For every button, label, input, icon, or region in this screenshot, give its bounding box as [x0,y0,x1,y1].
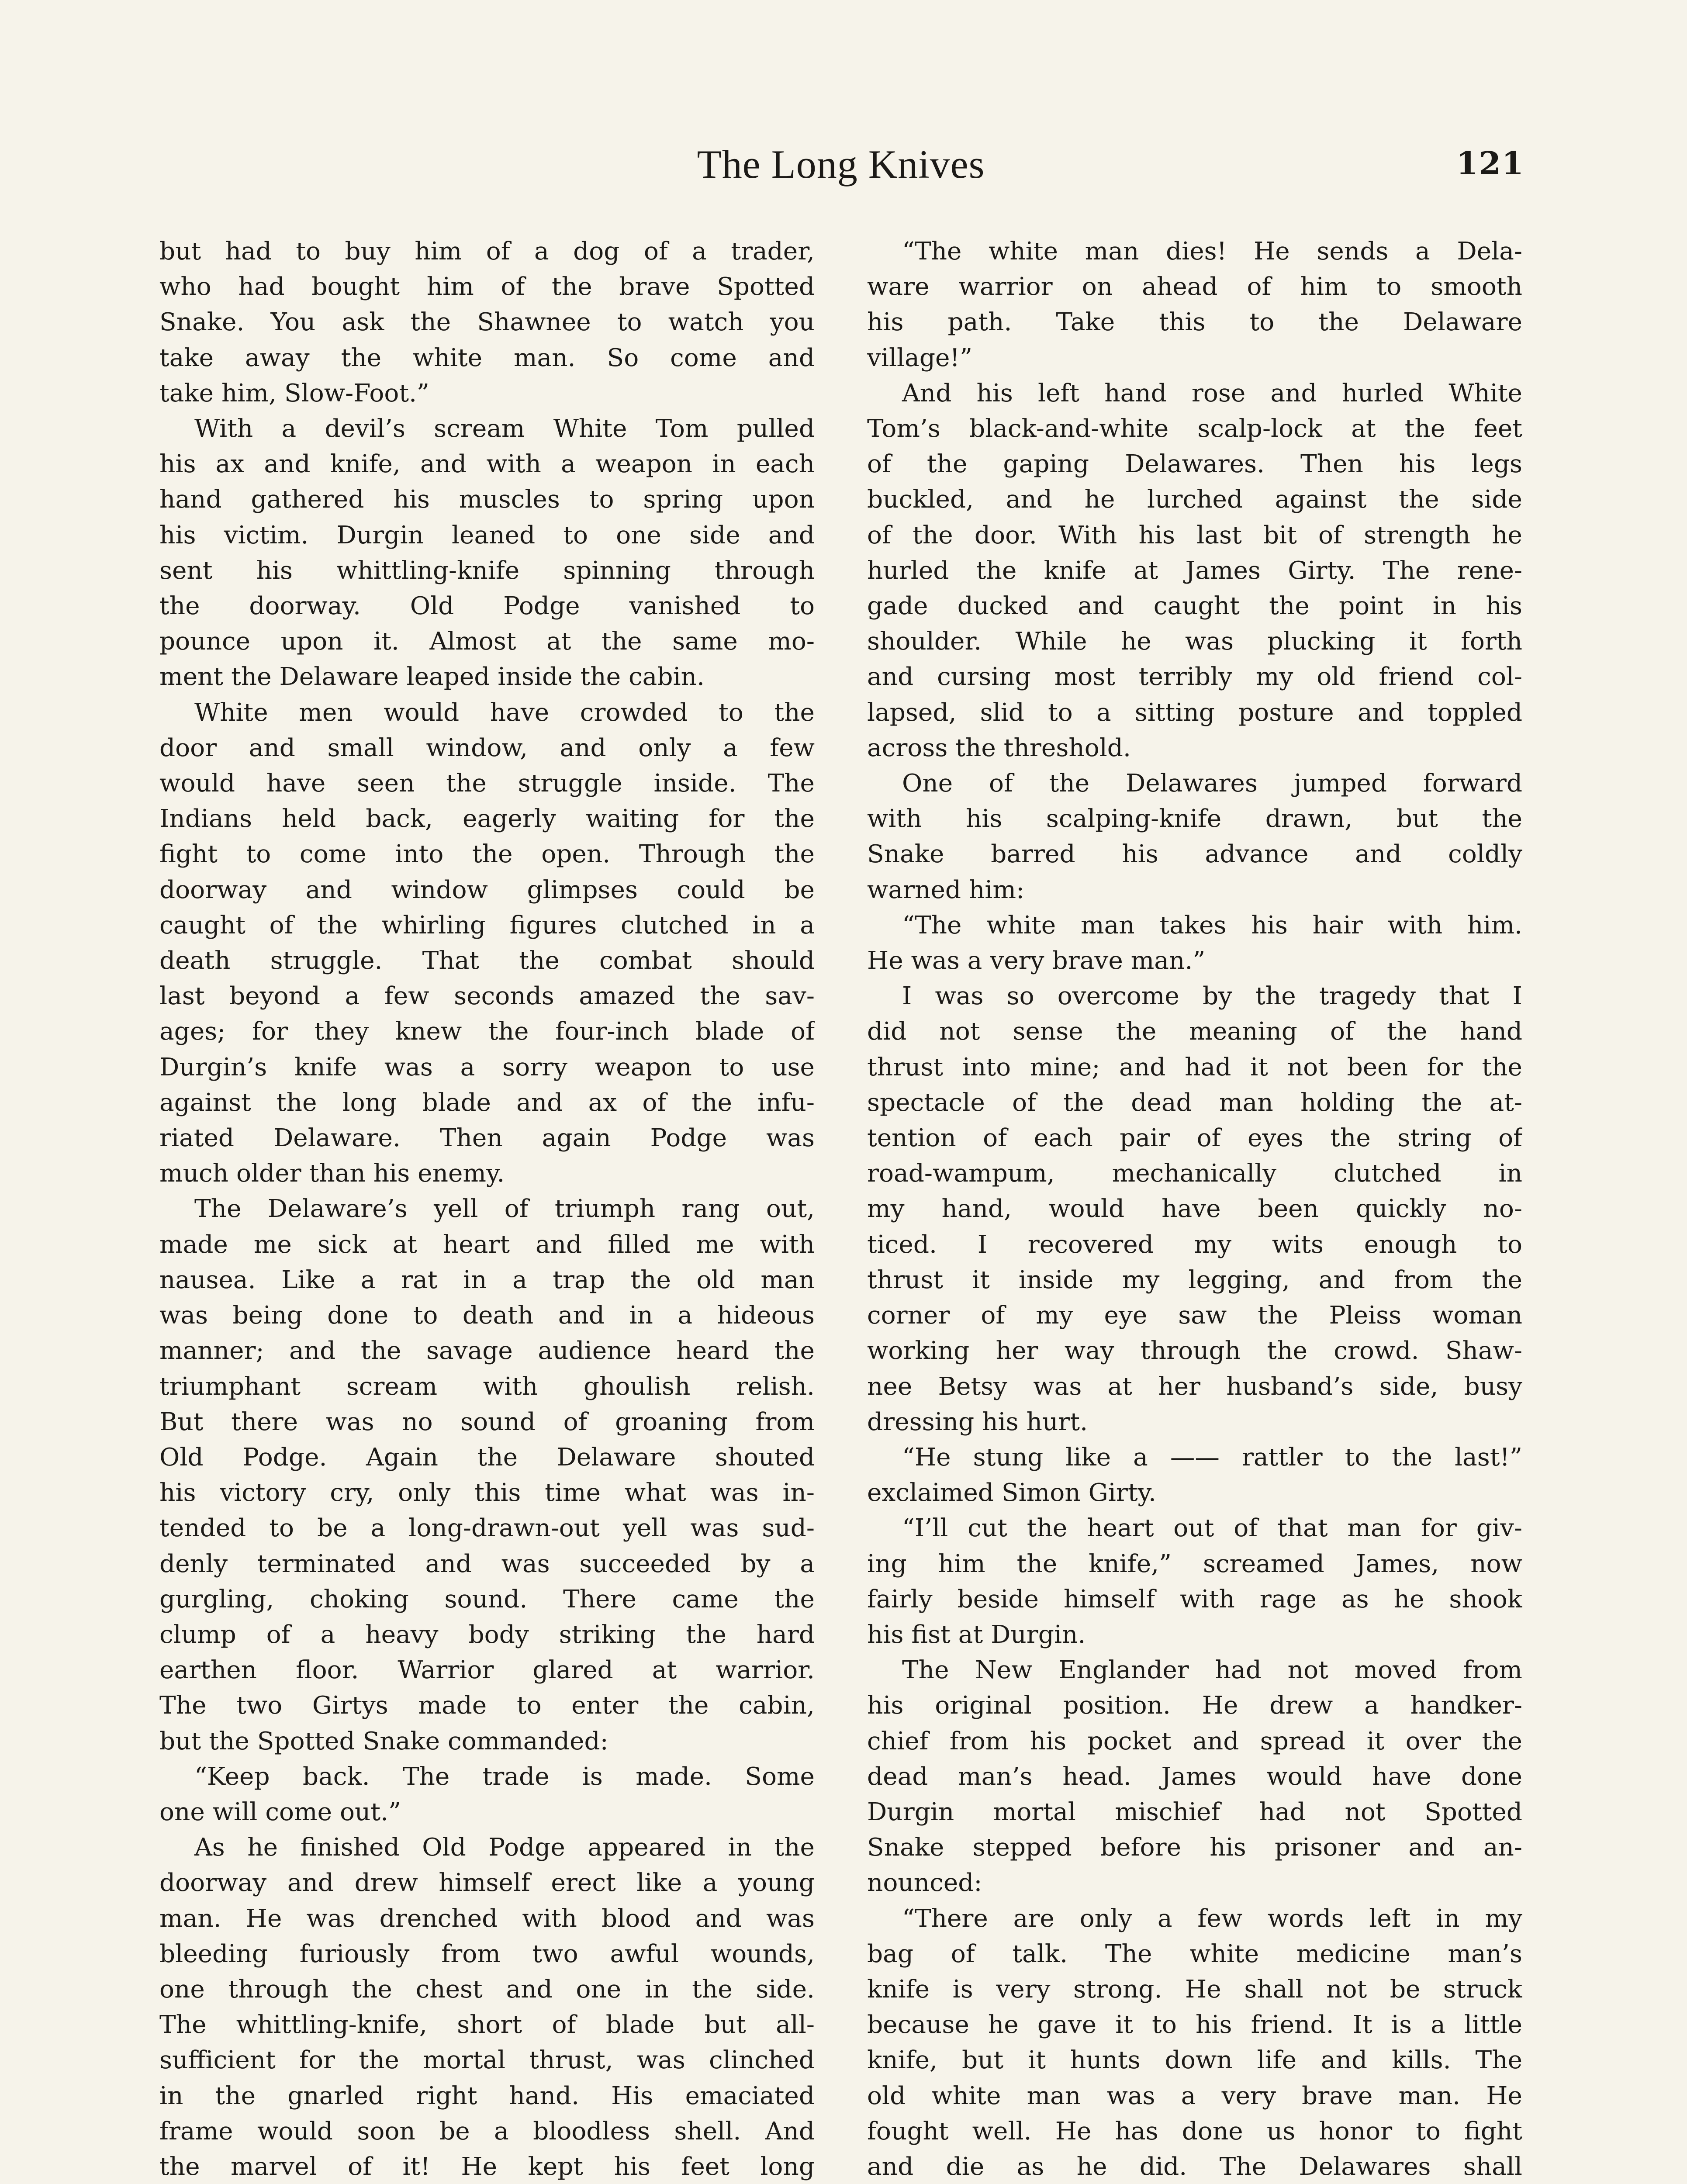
text-line: but had to buy him of a dog of a trader, [159,237,815,266]
text-line: tended to be a long-drawn-out yell was sud- [159,1514,815,1543]
text-line: made me sick at heart and filled me with [159,1230,815,1259]
text-line: bleeding furiously from two awful wounds, [159,1939,815,1968]
text-line: of the gaping Delawares. Then his legs [867,450,1522,479]
text-line: death struggle. That the combat should [159,947,815,975]
text-line: bag of talk. The white medicine man’s [867,1939,1522,1968]
text-line: One of the Delawares jumped forward [902,769,1522,798]
text-line: sufficient for the mortal thrust, was clinched [159,2046,815,2075]
text-line: because he gave it to his friend. It is a little [867,2011,1522,2039]
text-line: fairly beside himself with rage as he shook [867,1585,1522,1614]
text-line: fight to come into the open. Through the [159,840,815,869]
text-line: pounce upon it. Almost at the same mo- [159,627,815,656]
text-line: was being done to death and in a hideous [159,1301,815,1330]
text-line: hand gathered his muscles to spring upon [159,485,815,514]
text-line: warned him: [867,875,1025,904]
text-line: riated Delaware. Then again Podge was [159,1124,815,1153]
text-line: The Delaware’s yell of triumph rang out, [194,1195,815,1223]
text-line: the doorway. Old Podge vanished to [159,592,815,621]
text-line: “The white man dies! He sends a Dela- [902,237,1522,266]
text-line: take him, Slow-Foot.” [159,379,429,408]
text-line: clump of a heavy body striking the hard [159,1620,815,1649]
left-text-column [159,234,815,2184]
text-line: “I’ll cut the heart out of that man for giv- [902,1514,1522,1543]
text-line: gurgling, choking sound. There came the [159,1585,815,1614]
text-line: knife is very strong. He shall not be struck [867,1975,1522,2004]
text-line: Snake barred his advance and coldly [867,840,1522,869]
text-line: ticed. I recovered my wits enough to [867,1230,1522,1259]
text-line: manner; and the savage audience heard the [159,1337,815,1365]
text-line: old white man was a very brave man. He [867,2081,1522,2110]
text-line: frame would soon be a bloodless shell. And [159,2117,815,2146]
text-line: Durgin’s knife was a sorry weapon to use [159,1053,815,1082]
text-line: doorway and drew himself erect like a young [159,1869,815,1897]
text-line: did not sense the meaning of the hand [867,1017,1522,1046]
text-line: doorway and window glimpses could be [159,875,815,904]
text-line: take away the white man. So come and [159,343,815,372]
text-line: ment the Delaware leaped inside the cabin. [159,663,705,691]
text-line: across the threshold. [867,733,1131,762]
text-line: corner of my eye saw the Pleiss woman [867,1301,1522,1330]
text-line: his victory cry, only this time what was in- [159,1479,815,1507]
text-line: one through the chest and one in the side. [159,1975,815,2004]
text-line: man. He was drenched with blood and was [159,1904,815,1933]
text-line: much older than his enemy. [159,1159,505,1188]
text-line: buckled, and he lurched against the side [867,485,1522,514]
text-line: nounced: [867,1869,982,1897]
text-line: chief from his pocket and spread it over the [867,1727,1522,1755]
text-line: his path. Take this to the Delaware [867,308,1522,337]
text-line: with his scalping-knife drawn, but the [867,805,1522,833]
running-header [157,144,1525,205]
text-line: gade ducked and caught the point in his [867,592,1522,621]
text-line: The two Girtys made to enter the cabin, [159,1691,815,1720]
text-line: And his left hand rose and hurled White [902,379,1522,408]
text-line: caught of the whirling figures clutched in a [159,911,815,940]
text-line: Snake stepped before his prisoner and an- [867,1833,1522,1862]
text-line: ing him the knife,” screamed James, now [867,1549,1522,1578]
text-line: village!” [867,343,973,372]
text-line: nausea. Like a rat in a trap the old man [159,1265,815,1294]
text-line: earthen floor. Warrior glared at warrior. [159,1656,815,1685]
text-line: the marvel of it! He kept his feet long [159,2152,815,2181]
text-line: triumphant scream with ghoulish relish. [159,1372,815,1401]
text-line: in the gnarled right hand. His emaciated [159,2081,815,2110]
text-line: shoulder. While he was plucking it forth [867,627,1522,656]
text-line: dressing his hurt. [867,1407,1088,1436]
text-line: and cursing most terribly my old friend col- [867,663,1522,691]
text-line: Indians held back, eagerly waiting for the [159,805,815,833]
text-line: “The white man takes his hair with him. [902,911,1522,940]
text-line: “There are only a few words left in my [902,1904,1522,1933]
text-line: nee Betsy was at her husband’s side, busy [867,1372,1522,1401]
text-line: thrust it inside my legging, and from the [867,1265,1522,1294]
text-line: The whittling-knife, short of blade but all- [159,2011,815,2039]
text-line: who had bought him of the brave Spotted [159,273,815,301]
text-line: his fist at Durgin. [867,1620,1086,1649]
text-line: last beyond a few seconds amazed the sav- [159,982,815,1011]
text-line: spectacle of the dead man holding the at- [867,1088,1522,1117]
text-line: I was so overcome by the tragedy that I [902,982,1522,1011]
text-line: “Keep back. The trade is made. Some [194,1762,815,1791]
text-line: lapsed, slid to a sitting posture and toppled [867,698,1522,727]
text-line: The New Englander had not moved from [902,1656,1522,1685]
text-line: denly terminated and was succeeded by a [159,1549,815,1578]
text-line: tention of each pair of eyes the string of [867,1124,1522,1153]
text-line: ages; for they knew the four-inch blade of [159,1017,815,1046]
text-line: hurled the knife at James Girty. The rene- [867,556,1522,585]
text-line: and die as he did. The Delawares shall [867,2152,1522,2181]
right-text-column [867,234,1522,2184]
text-line: Durgin mortal mischief had not Spotted [867,1797,1522,1826]
text-line: his victim. Durgin leaned to one side and [159,521,815,549]
text-line: With a devil’s scream White Tom pulled [194,415,815,443]
text-line: But there was no sound of groaning from [159,1407,815,1436]
text-line: Old Podge. Again the Delaware shouted [159,1443,815,1472]
text-line: his ax and knife, and with a weapon in each [159,450,815,479]
text-line: his original position. He drew a handker- [867,1691,1522,1720]
text-line: White men would have crowded to the [194,698,815,727]
text-line: He was a very brave man.” [867,947,1206,975]
text-line: thrust into mine; and had it not been for the [867,1053,1522,1082]
text-line: knife, but it hunts down life and kills. The [867,2046,1522,2075]
running-title: The Long Knives [697,142,985,187]
text-line: ware warrior on ahead of him to smooth [867,273,1522,301]
text-line: but the Spotted Snake commanded: [159,1727,608,1755]
text-line: sent his whittling-knife spinning through [159,556,815,585]
text-line: road-wampum, mechanically clutched in [867,1159,1522,1188]
text-line: As he finished Old Podge appeared in the [194,1833,815,1862]
text-line: exclaimed Simon Girty. [867,1479,1156,1507]
text-line: working her way through the crowd. Shaw- [867,1337,1522,1365]
text-line: fought well. He has done us honor to fight [867,2117,1522,2146]
text-line: dead man’s head. James would have done [867,1762,1522,1791]
text-line: one will come out.” [159,1797,401,1826]
text-line: Tom’s black-and-white scalp-lock at the feet [867,415,1522,443]
text-line: Snake. You ask the Shawnee to watch you [159,308,815,337]
page-number: 121 [1456,145,1525,182]
text-line: my hand, would have been quickly no- [867,1195,1522,1223]
text-line: of the door. With his last bit of strength he [867,521,1522,549]
text-line: against the long blade and ax of the infu- [159,1088,815,1117]
text-line: would have seen the struggle inside. The [159,769,815,798]
text-line: door and small window, and only a few [159,733,815,762]
text-line: “He stung like a —— rattler to the last!” [902,1443,1522,1472]
